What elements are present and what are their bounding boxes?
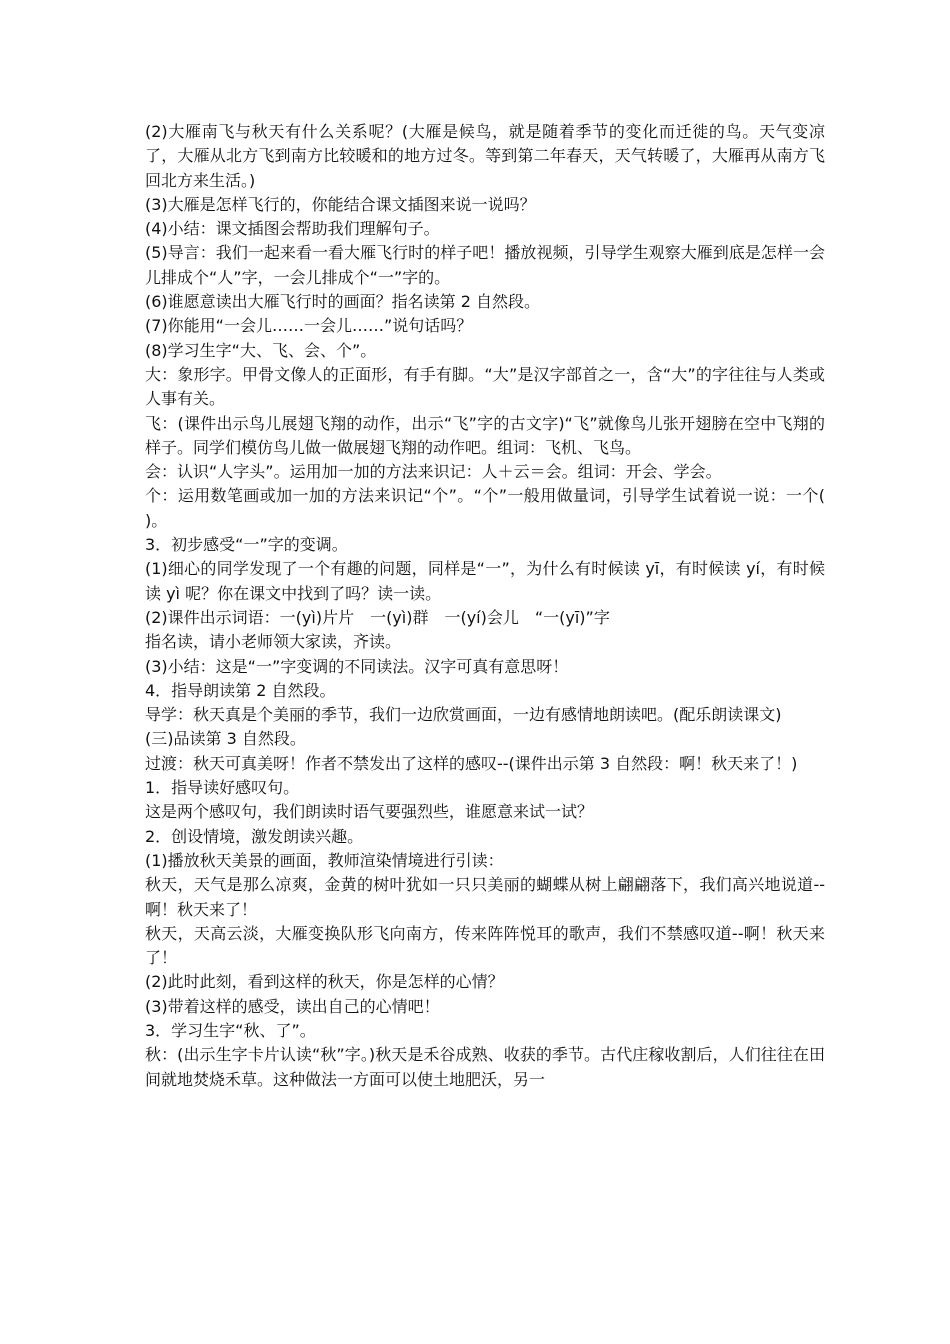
paragraph: (8)学习生字“大、飞、会、个”。 [145,340,377,360]
paragraph: 导学：秋天真是个美丽的季节，我们一边欣赏画面，一边有感情地朗读吧。(配乐朗读课文) [145,705,782,725]
paragraph: 秋天，天高云淡，大雁变换队形飞向南方，传来阵阵悦耳的歌声，我们不禁感叹道--啊！秋天来了！ [145,923,825,968]
paragraph: (1)播放秋天美景的画面，教师渲染情境进行引读： [145,850,504,870]
paragraph: (4)小结：课文插图会帮助我们理解句子。 [145,219,440,239]
paragraph: 这是两个感叹句，我们朗读时语气要强烈些，谁愿意来试一试？ [145,802,594,822]
paragraph: 2．创设情境，激发朗读兴趣。 [145,826,364,846]
paragraph: (7)你能用“一会儿……一会儿……”说句话吗？ [145,316,473,336]
paragraph: (3)小结：这是“一”字变调的不同读法。汉字可真有意思呀！ [145,656,569,676]
paragraph: 1．指导读好感叹句。 [145,778,300,798]
paragraph: 3．初步感受“一”字的变调。 [145,535,348,555]
paragraph: (3)带着这样的感受，读出自己的心情吧！ [145,996,440,1016]
paragraph: 飞：(课件出示鸟儿展翅飞翔的动作，出示“飞”字的古文字)“飞”就像鸟儿张开翅膀在空中飞翔的样子。同学们模仿鸟儿做一做展翅飞翔的动作吧。组词：飞机、飞鸟。 [145,413,825,457]
document-page [145,120,858,1092]
paragraph: 3．学习生字“秋、了”。 [145,1020,316,1040]
paragraph: 4．指导朗读第 2 自然段。 [145,680,336,700]
paragraph: (2)此时此刻，看到这样的秋天，你是怎样的心情？ [145,972,504,992]
paragraph: (6)谁愿意读出大雁飞行时的画面？指名读第 2 自然段。 [145,292,541,312]
paragraph: 秋：(出示生字卡片认读“秋”字。)秋天是禾谷成熟、收获的季节。古代庄稼收割后，人们往往在田间就地焚烧禾草。这种做法一方面可以使土地肥沃，另一 [145,1045,825,1089]
paragraph: (三)品读第 3 自然段。 [145,729,306,749]
paragraph: 秋天，天气是那么凉爽，金黄的树叶犹如一只只美丽的蝴蝶从树上翩翩落下，我们高兴地说道--啊！秋天来了！ [145,875,825,919]
paragraph: (1)细心的同学发现了一个有趣的问题，同样是“一”，为什么有时候读 yī，有时候读 yí，有时候读 yì 呢？你在课文中找到了吗？读一读。 [145,559,825,603]
paragraph: 个：运用数笔画或加一加的方法来识记“个”。“个”一般用做量词，引导学生试着说一说：一个( )。 [145,486,858,530]
paragraph: (5)导言：我们一起来看一看大雁飞行时的样子吧！播放视频，引导学生观察大雁到底是怎样一会儿排成个“人”字，一会儿排成个“一”字的。 [145,243,825,287]
paragraph: (2)课件出示词语：一(yì)片片 一(yì)群 一(yí)会儿 “一(yī)”字 [145,607,610,627]
paragraph: 大：象形字。甲骨文像人的正面形，有手有脚。“大”是汉字部首之一，含“大”的字往往与人类或人事有关。 [145,364,825,409]
paragraph: (2)大雁南飞与秋天有什么关系呢？(大雁是候鸟，就是随着季节的变化而迁徙的鸟。天气变凉了，大雁从北方飞到南方比较暖和的地方过冬。等到第二年春天，天气转暖了，大雁再从南方飞回北方来生活。) [145,122,825,190]
paragraph: 会：认识“人字头”。运用加一加的方法来识记：人＋云＝会。组词：开会、学会。 [145,462,722,482]
paragraph: 过渡：秋天可真美呀！作者不禁发出了这样的感叹--(课件出示第 3 自然段：啊！秋天来了！) [145,753,798,773]
paragraph: (3)大雁是怎样飞行的，你能结合课文插图来说一说吗？ [145,194,536,214]
paragraph: 指名读，请小老师领大家读，齐读。 [145,632,402,652]
